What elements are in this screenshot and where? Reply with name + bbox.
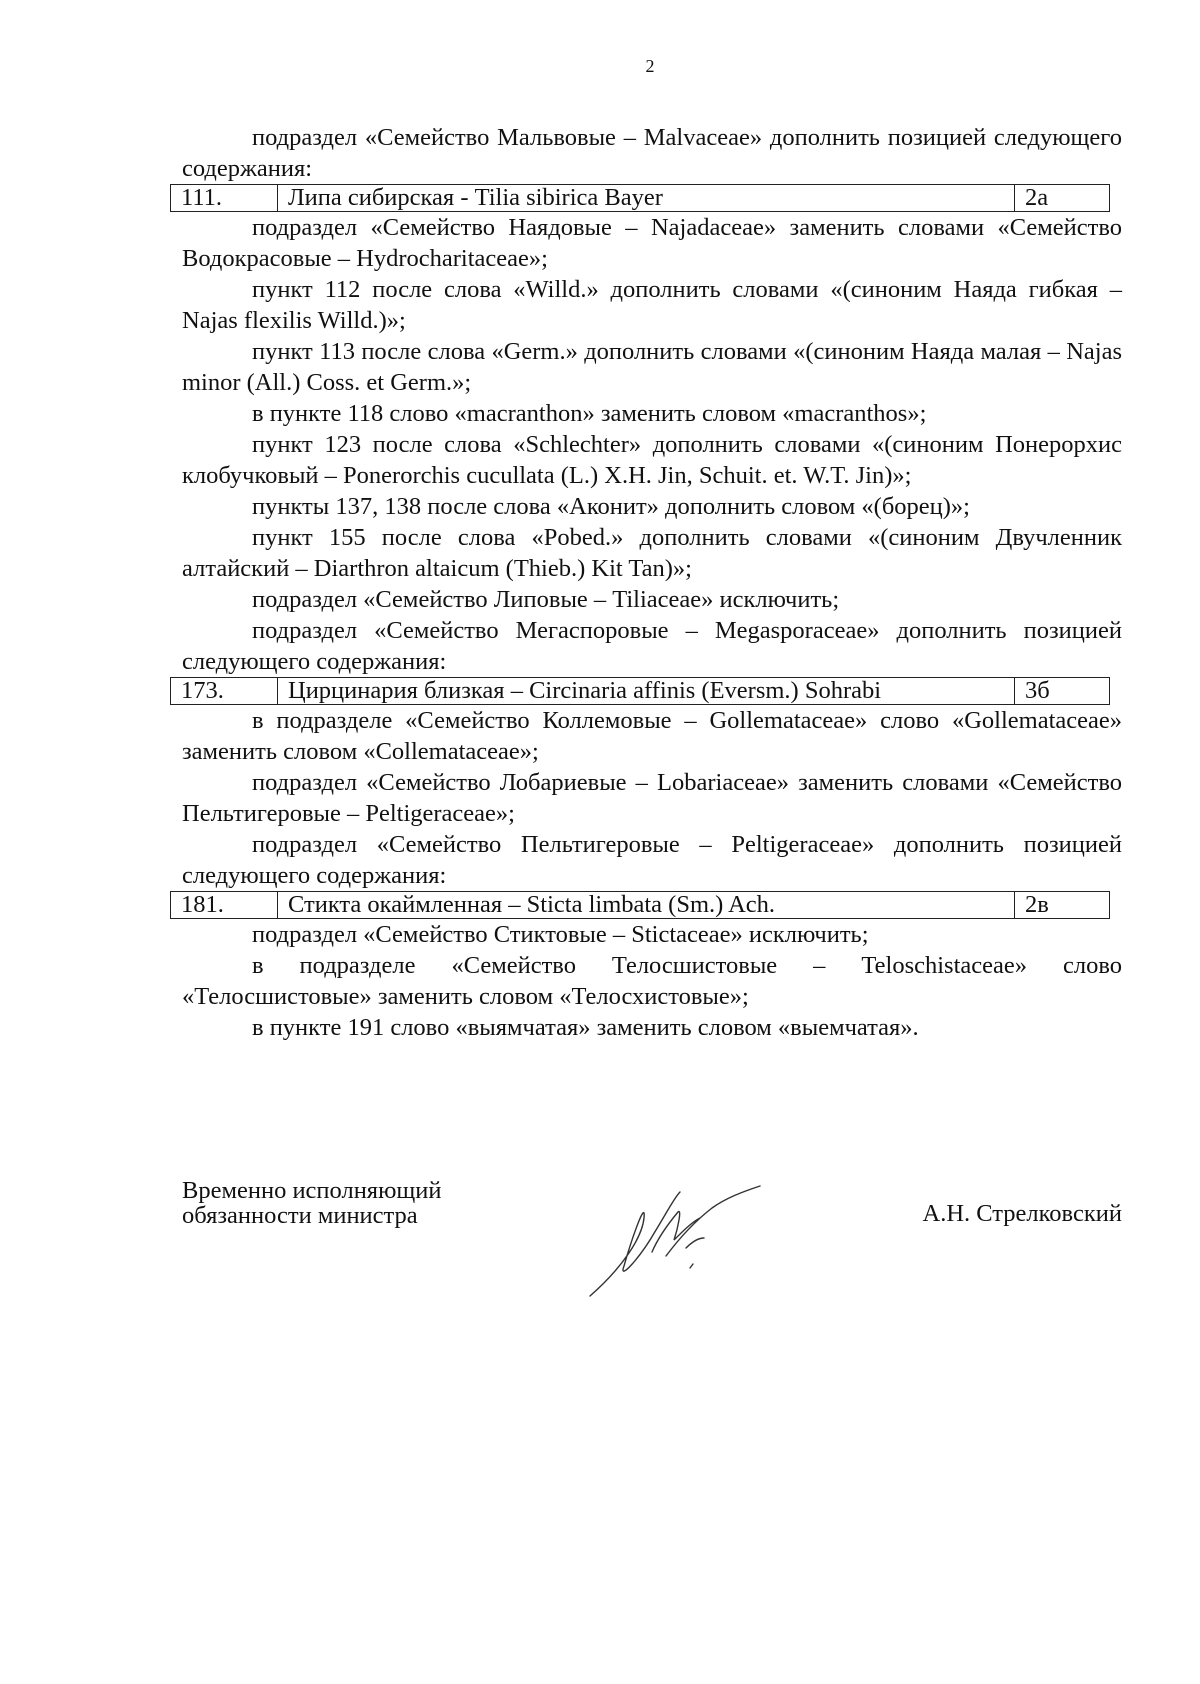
species-entry-row bbox=[170, 891, 1110, 919]
entry-number: 111. bbox=[171, 185, 278, 211]
amendment-paragraph: пункт 113 после слова «Germ.» дополнить словами «(синоним Наяда малая – Najas minor (All.) Coss. et Germ.»; bbox=[182, 338, 1122, 396]
page-number: 2 bbox=[645, 56, 655, 76]
entry-number: 181. bbox=[171, 892, 278, 918]
amendment-paragraph: подраздел «Семейство Лобариевые – Lobariaceae» заменить словами «Семейство Пельтигеровые – Peltigeraceae»; bbox=[182, 769, 1122, 827]
species-name: Цирцинария близкая – Circinaria affinis (Eversm.) Sohrabi bbox=[288, 677, 882, 704]
signer-name: А.Н. Стрелковский bbox=[922, 1200, 1122, 1227]
amendment-paragraph: пункт 112 после слова «Willd.» дополнить словами «(синоним Наяда гибкая – Najas flexilis Willd.)»; bbox=[182, 276, 1122, 334]
amendment-paragraph: в подразделе «Семейство Коллемовые – Gollemataceae» слово «Gollemataceae» заменить словом «Collemataceae»; bbox=[182, 707, 1122, 765]
category-code: 2а bbox=[1014, 185, 1109, 211]
amendment-paragraph: подраздел «Семейство Мальвовые – Malvaceae» дополнить позицией следующего содержания: bbox=[182, 124, 1122, 182]
amendment-paragraph: в пункте 118 слово «macranthon» заменить словом «macranthos»; bbox=[252, 400, 927, 427]
species-entry-row bbox=[170, 184, 1110, 212]
amendment-paragraph: пункты 137, 138 после слова «Аконит» дополнить словом «(борец)»; bbox=[252, 493, 970, 520]
position-line-2: обязанности министра bbox=[182, 1202, 418, 1229]
amendment-paragraph: подраздел «Семейство Липовые – Tiliaceae» исключить; bbox=[252, 586, 840, 613]
signature-block bbox=[182, 1178, 1122, 1298]
amendment-paragraph: подраздел «Семейство Наядовые – Najadaceae» заменить словами «Семейство Водокрасовые – Hydrocharitaceae»; bbox=[182, 214, 1122, 272]
position-line-1: Временно исполняющий bbox=[182, 1177, 442, 1204]
entry-number: 173. bbox=[171, 678, 278, 704]
amendment-paragraph: подраздел «Семейство Пельтигеровые – Peltigeraceae» дополнить позицией следующего содержания: bbox=[182, 831, 1122, 889]
species-name: Стикта окаймленная – Sticta limbata (Sm.) Ach. bbox=[288, 891, 776, 918]
category-code: 3б bbox=[1014, 678, 1109, 704]
category-code: 2в bbox=[1014, 892, 1109, 918]
handwritten-signature bbox=[582, 1178, 782, 1308]
amendment-paragraph: подраздел «Семейство Мегаспоровые – Megasporaceae» дополнить позицией следующего содержания: bbox=[182, 617, 1122, 675]
amendment-paragraph: подраздел «Семейство Стиктовые – Stictaceae» исключить; bbox=[252, 921, 869, 948]
document-body bbox=[182, 122, 1122, 1043]
amendment-paragraph: в подразделе «Семейство Телосшистовые – Teloschistaceae» слово «Телосшистовые» заменить словом «Телосхистовые»; bbox=[182, 952, 1122, 1010]
amendment-paragraph: пункт 155 после слова «Pobed.» дополнить словами «(синоним Двучленник алтайский – Diarthron altaicum (Thieb.) Kit Tan)»; bbox=[182, 524, 1122, 582]
amendment-paragraph: в пункте 191 слово «выямчатая» заменить словом «выемчатая». bbox=[252, 1014, 919, 1041]
amendment-paragraph: пункт 123 после слова «Schlechter» дополнить словами «(синоним Понерорхис клобучковый – Ponerorchis cucullata (L.) X.H. Jin, Schuit. et. W.T. Jin)»; bbox=[182, 431, 1122, 489]
species-name: Липа сибирская - Tilia sibirica Bayer bbox=[288, 184, 663, 211]
signatory-position bbox=[182, 1178, 441, 1228]
species-entry-row bbox=[170, 677, 1110, 705]
